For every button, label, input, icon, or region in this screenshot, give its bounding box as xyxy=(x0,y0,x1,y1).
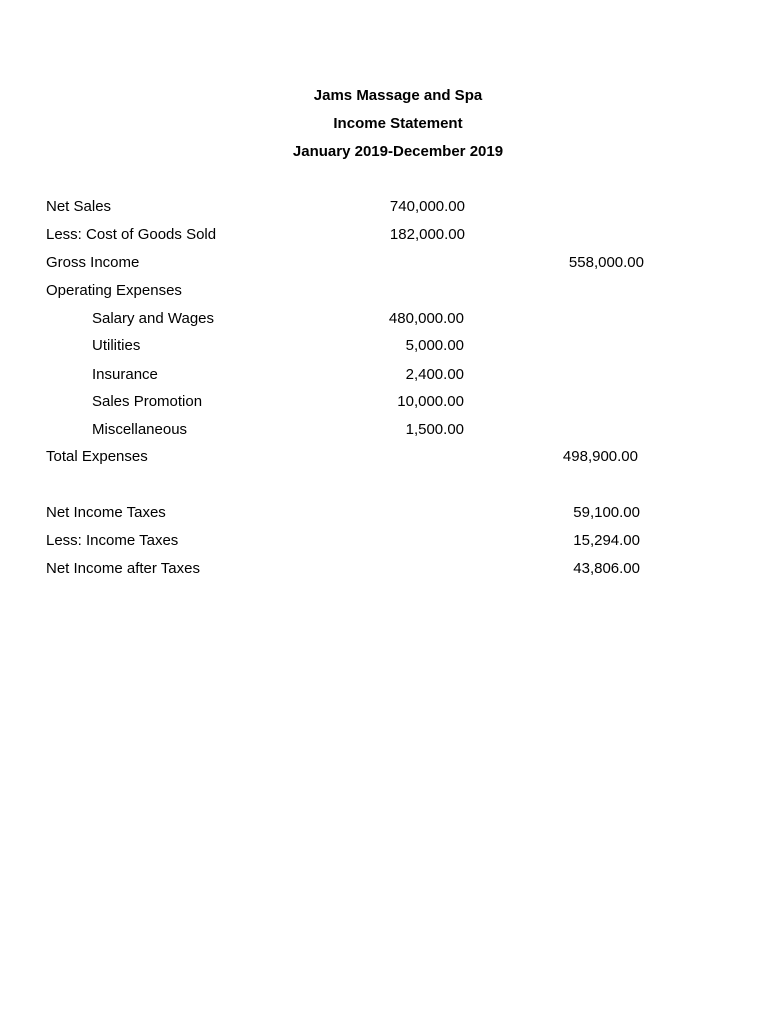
net-income-after-taxes-label: Net Income after Taxes xyxy=(46,560,200,577)
cogs-row xyxy=(0,225,768,245)
gross-income-row xyxy=(0,253,768,273)
miscellaneous-label: Miscellaneous xyxy=(92,421,188,438)
operating-expenses-label: Operating Expenses xyxy=(46,282,182,299)
operating-expenses-row xyxy=(0,281,768,301)
salary-row xyxy=(0,309,768,329)
net-income-taxes-label: Net Income Taxes xyxy=(46,504,166,521)
gross-income-label: Gross Income xyxy=(46,254,140,271)
net-sales-row xyxy=(0,197,768,217)
cogs-amount: 182,000.00 xyxy=(389,226,465,243)
insurance-row xyxy=(0,365,768,385)
miscellaneous-row xyxy=(0,420,768,440)
net-income-after-taxes-row xyxy=(0,559,768,579)
utilities-label: Utilities xyxy=(92,337,141,354)
utilities-row xyxy=(0,336,768,356)
net-income-taxes-row xyxy=(0,503,768,523)
statement-period: January 2019-December 2019 xyxy=(292,143,504,160)
total-expenses-label: Total Expenses xyxy=(46,448,148,465)
income-taxes-row xyxy=(0,531,768,551)
cogs-label: Less: Cost of Goods Sold xyxy=(46,226,217,243)
statement-title: Income Statement xyxy=(333,115,463,132)
company-name: Jams Massage and Spa xyxy=(313,87,483,104)
salary-amount: 480,000.00 xyxy=(388,310,464,327)
utilities-amount: 5,000.00 xyxy=(405,337,464,354)
insurance-amount: 2,400.00 xyxy=(405,366,464,383)
net-income-after-taxes-total: 43,806.00 xyxy=(573,560,640,577)
income-taxes-label: Less: Income Taxes xyxy=(46,532,179,549)
gross-income-total: 558,000.00 xyxy=(568,254,644,271)
sales-promotion-label: Sales Promotion xyxy=(92,393,203,410)
net-sales-label: Net Sales xyxy=(46,198,112,215)
insurance-label: Insurance xyxy=(92,366,158,383)
income-taxes-total: 15,294.00 xyxy=(573,532,640,549)
salary-label: Salary and Wages xyxy=(92,310,215,327)
sales-promotion-amount: 10,000.00 xyxy=(397,393,464,410)
net-income-taxes-total: 59,100.00 xyxy=(573,504,640,521)
total-expenses-row xyxy=(0,447,768,467)
net-sales-amount: 740,000.00 xyxy=(389,198,465,215)
total-expenses-total: 498,900.00 xyxy=(562,448,638,465)
sales-promotion-row xyxy=(0,392,768,412)
miscellaneous-amount: 1,500.00 xyxy=(405,421,464,438)
